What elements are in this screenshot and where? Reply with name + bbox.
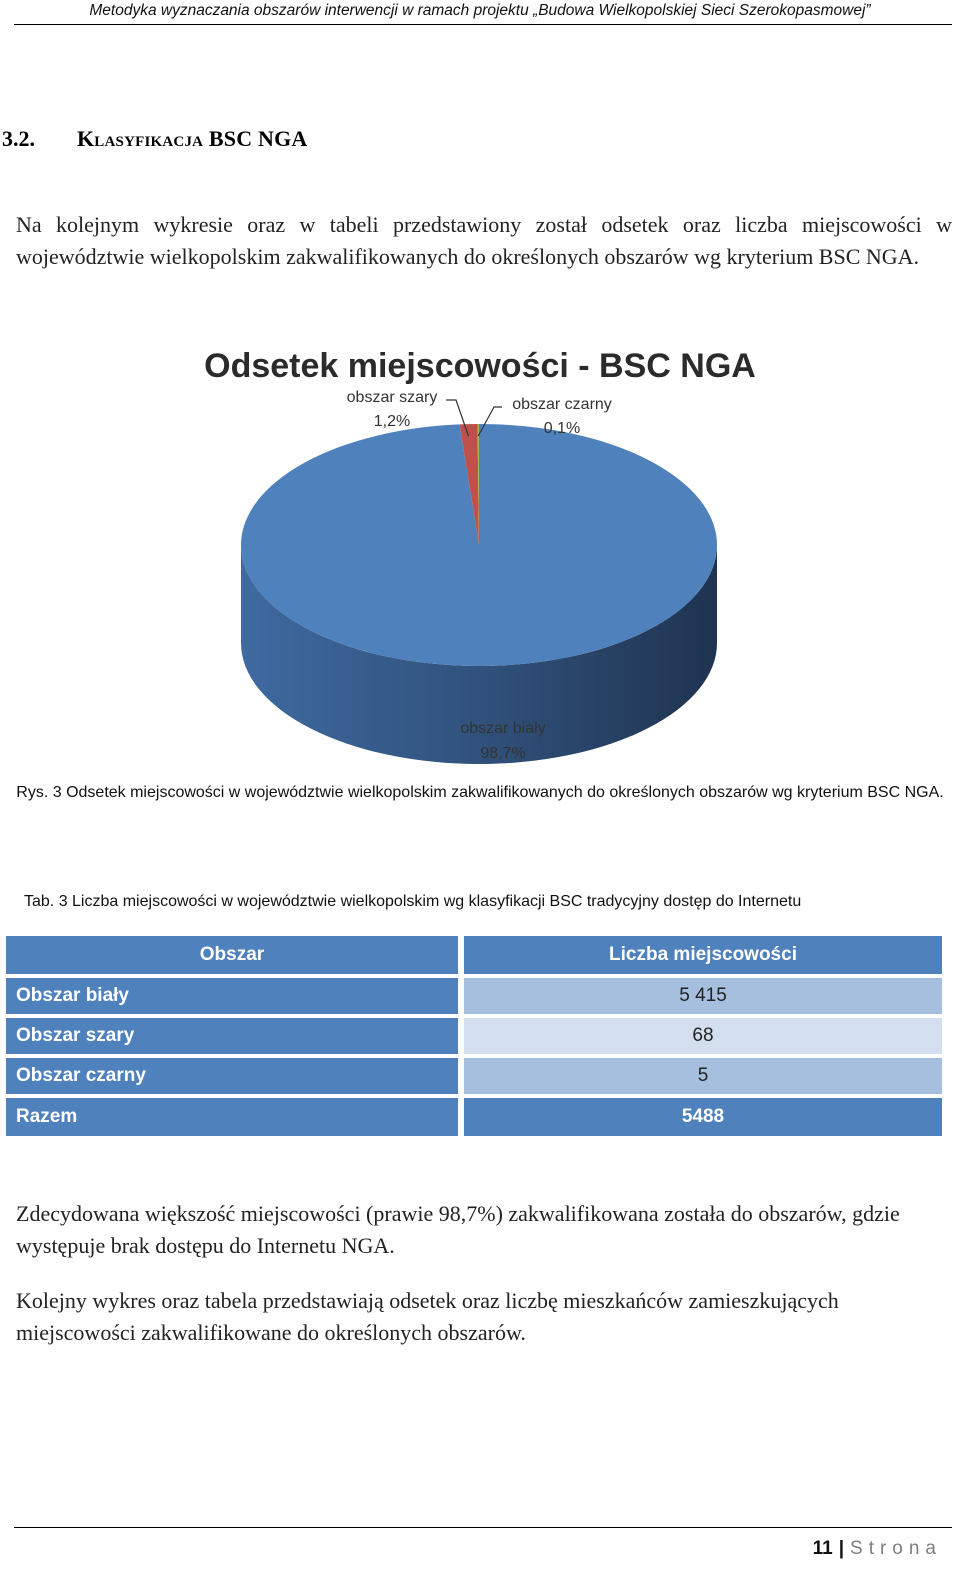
pie-label-czarny-name: obszar czarny [512,396,612,413]
table-cell-area: Obszar szary [6,1018,458,1054]
page-number: 11 [812,1538,833,1559]
table-row [6,978,942,1014]
table-total-row [6,1098,942,1136]
pie-label-szary-name: obszar szary [346,389,438,406]
running-header [0,0,960,26]
table-cell-area: Obszar czarny [6,1058,458,1094]
table-total-label: Razem [6,1098,458,1136]
table-cell-count: 5 [464,1058,942,1094]
page-footer [813,1538,942,1560]
table-cell-count: 5 415 [464,978,942,1014]
summary-paragraph: Zdecydowana większość miejscowości (prawie 98,7%) zakwalifikowana została do obszarów, gdzie występuje brak dostępu do Internetu NGA. [16,1201,900,1258]
next-section-paragraph: Kolejny wykres oraz tabela przedstawiają odsetek oraz liczbę mieszkańców zamieszkujących miejscowości zakwalifikowane do określonych obszarów. [16,1288,839,1345]
section-heading [2,126,307,152]
pie-chart-svg [0,330,960,780]
chart-title: Odsetek miejscowości - BSC NGA [204,347,756,385]
table-cell-count: 68 [464,1018,942,1054]
section-number: 3.2. [2,126,35,151]
intro-paragraph: Na kolejnym wykresie oraz w tabeli przedstawiony został odsetek oraz liczba miejscowości w województwie wielkopolskim zakwalifikowanych do określonych obszarów wg kryterium BSC NGA. [16,212,952,269]
table-header-row [6,936,942,974]
table-header-count: Liczba miejscowości [464,936,942,974]
table-caption: Tab. 3 Liczba miejscowości w województwie wielkopolskim wg klasyfikacji BSC tradycyjny dostęp do Internetu [24,893,802,910]
table-total-value: 5488 [464,1098,942,1136]
pie-label-szary-value: 1,2% [373,413,411,430]
pie-label-bialy-value: 98,7% [480,745,526,762]
pie-chart [0,330,960,780]
page-word: Strona [850,1538,942,1559]
running-header-text: Metodyka wyznaczania obszarów interwencji w ramach projektu „Budowa Wielkopolskiej Sieci Szerokopasmowej” [89,2,871,19]
section-title: Klasyfikacja BSC NGA [77,126,308,151]
table-header-area: Obszar [6,936,458,974]
footer-divider [14,1527,952,1528]
pie-slices [241,424,717,764]
header-divider [14,24,952,25]
pie-label-bialy-name: obszar biały [460,720,546,737]
footer-separator: | [838,1538,845,1559]
table-row [6,1018,942,1054]
figure-caption: Rys. 3 Odsetek miejscowości w województwie wielkopolskim zakwalifikowanych do określonych obszarów wg kryterium BSC NGA. [16,784,944,801]
pie-label-czarny-value: 0,1% [543,420,581,437]
data-table [0,932,948,1140]
table-cell-area: Obszar biały [6,978,458,1014]
table-row [6,1058,942,1094]
